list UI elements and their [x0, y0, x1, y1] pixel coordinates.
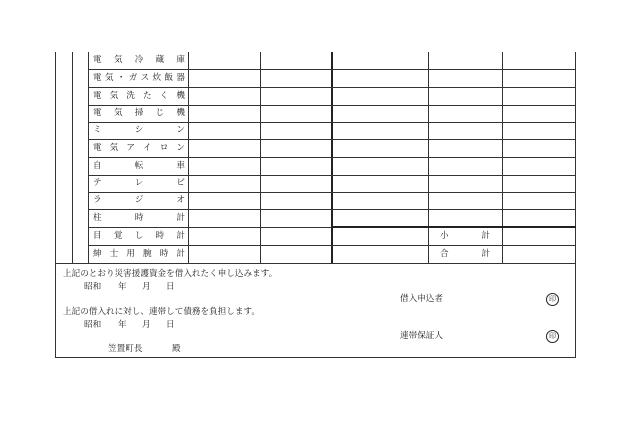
date-year-2: 年: [118, 320, 127, 330]
item-bicycle: 自 転 車: [93, 161, 185, 172]
item-radio: ラ ジ オ: [93, 195, 185, 206]
item-electric-iron: 電 気 ア イ ロ ン: [93, 143, 185, 154]
date-month-1: 月: [142, 282, 151, 292]
item-mens-wristwatch: 紳 士 用 腕 時 計: [93, 249, 185, 260]
addressee-honorific: 殿: [172, 344, 181, 354]
application-statement: 上記のとおり災害援護資金を借入れたく申し込みます。: [63, 269, 278, 279]
subtotal-label: 小 計: [440, 231, 490, 241]
item-alarm-clock: 目 覚 し 時 計: [93, 231, 185, 242]
form-left-border: [55, 52, 56, 357]
row-line-thick: [331, 226, 576, 228]
guarantor-label: 連帯保証人: [400, 331, 443, 341]
addressee-mayor: 笠置町長: [108, 344, 143, 354]
borrower-label: 借入申込者: [400, 294, 443, 304]
items-outer-rule: [72, 52, 73, 263]
date-era-2: 昭和: [84, 320, 102, 330]
date-day-2: 日: [166, 320, 175, 330]
table-bottom-border: [55, 263, 576, 264]
item-electric-refrigerator: 電 気 冷 蔵 庫: [93, 55, 185, 66]
item-vacuum-cleaner: 電 気 掃 じ 機: [93, 108, 185, 119]
item-washing-machine: 電 気 洗 た く 機: [93, 91, 185, 102]
total-label: 合 計: [440, 249, 490, 259]
seal-icon: 印: [546, 293, 559, 306]
date-year-1: 年: [118, 282, 127, 292]
date-day-1: 日: [166, 282, 175, 292]
guarantee-statement: 上記の借入れに対し、連帯して債務を負担します。: [63, 307, 260, 317]
item-rice-cooker: 電 気 ・ ガ ス 炊 飯 器: [93, 73, 185, 84]
seal-icon: 印: [546, 330, 559, 343]
item-wall-clock: 柱 時 計: [93, 213, 185, 224]
item-television: テ レ ビ: [93, 178, 185, 189]
form-bottom-border: [55, 357, 576, 358]
date-era-1: 昭和: [84, 282, 102, 292]
item-sewing-machine: ミ シ ン: [93, 125, 185, 136]
form-right-border: [575, 52, 576, 357]
date-month-2: 月: [142, 320, 151, 330]
